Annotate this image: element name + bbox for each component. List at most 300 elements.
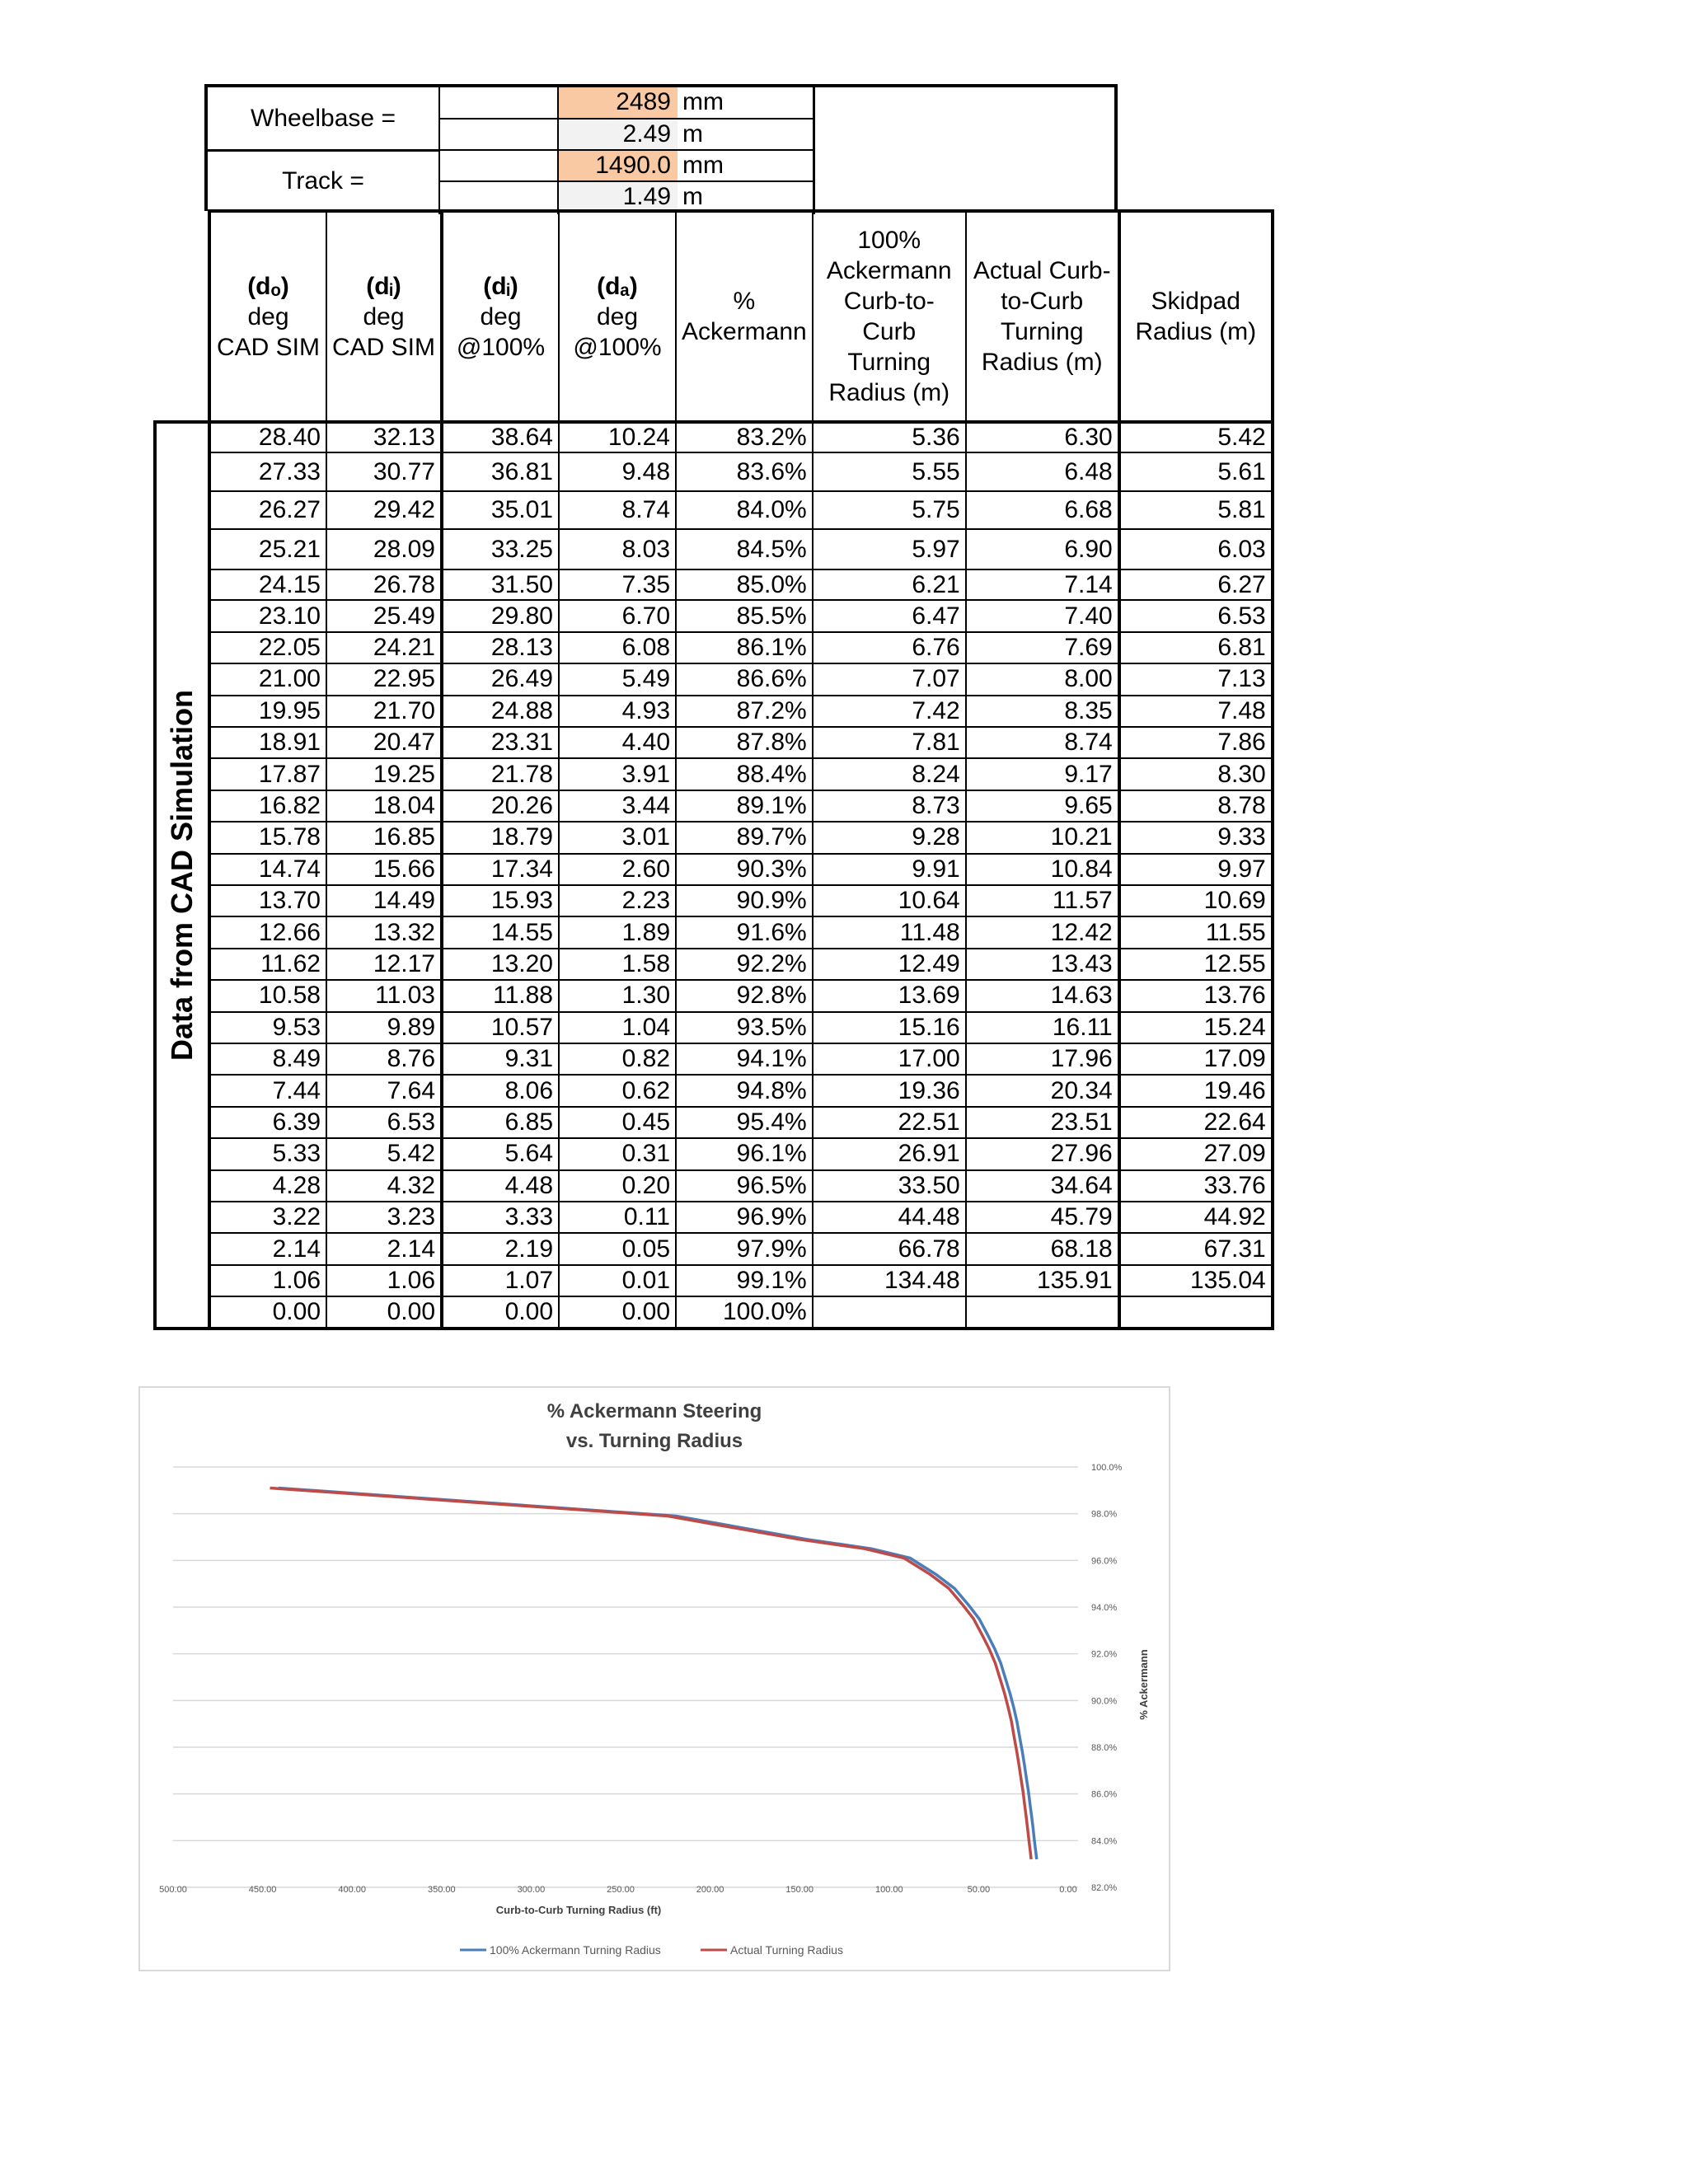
cell-ackermann-radius: 7.81 bbox=[813, 727, 966, 758]
table-row bbox=[155, 1202, 1414, 1233]
cell-ackermann-radius: 6.76 bbox=[813, 632, 966, 663]
cell-di-100: 33.25 bbox=[442, 529, 559, 569]
cell-actual-radius: 17.96 bbox=[966, 1043, 1119, 1075]
cell-skidpad-radius: 6.27 bbox=[1119, 569, 1273, 600]
cell-di-100: 0.00 bbox=[442, 1296, 559, 1329]
cell-di: 15.66 bbox=[326, 854, 442, 885]
cell-da-100: 0.05 bbox=[559, 1233, 676, 1264]
cell-di: 14.49 bbox=[326, 885, 442, 916]
col-header-do bbox=[209, 211, 326, 422]
cell-skidpad-radius: 135.04 bbox=[1119, 1265, 1273, 1296]
cell-skidpad-radius: 10.69 bbox=[1119, 885, 1273, 916]
cell-do: 25.21 bbox=[209, 529, 326, 569]
cell-da-100: 3.91 bbox=[559, 758, 676, 790]
track-label: Track = bbox=[282, 167, 364, 194]
cell-di-100: 18.79 bbox=[442, 822, 559, 853]
cell-da-100: 2.60 bbox=[559, 854, 676, 885]
cell-actual-radius: 23.51 bbox=[966, 1107, 1119, 1138]
cell-di-100: 36.81 bbox=[442, 452, 559, 491]
cell-da-100: 0.62 bbox=[559, 1075, 676, 1106]
cell-actual-radius: 20.34 bbox=[966, 1075, 1119, 1106]
cell-da-100: 4.93 bbox=[559, 696, 676, 727]
cell-ackermann-radius: 7.07 bbox=[813, 663, 966, 695]
cell-do: 2.14 bbox=[209, 1233, 326, 1264]
cell-do: 26.27 bbox=[209, 491, 326, 530]
table-row bbox=[155, 1296, 1414, 1329]
cell-actual-radius: 10.21 bbox=[966, 822, 1119, 853]
cell-di-100: 4.48 bbox=[442, 1170, 559, 1202]
cell-di-100: 28.13 bbox=[442, 632, 559, 663]
cell-do: 19.95 bbox=[209, 696, 326, 727]
cell-ackermann-radius: 13.69 bbox=[813, 980, 966, 1011]
cell-ackermann-radius: 5.36 bbox=[813, 422, 966, 452]
cell-da-100: 10.24 bbox=[559, 422, 676, 452]
cell-percent-ackermann: 96.9% bbox=[676, 1202, 813, 1233]
x-axis-label: Curb-to-Curb Turning Radius (ft) bbox=[495, 1904, 662, 1916]
cell-ackermann-radius: 26.91 bbox=[813, 1138, 966, 1169]
cell-da-100: 9.48 bbox=[559, 452, 676, 491]
table-row bbox=[155, 790, 1414, 822]
table-row bbox=[155, 1138, 1414, 1169]
steering-data-table bbox=[153, 209, 1416, 1330]
table-row bbox=[155, 491, 1414, 530]
cell-percent-ackermann: 97.9% bbox=[676, 1233, 813, 1264]
cell-do: 28.40 bbox=[209, 422, 326, 452]
cell-da-100: 0.20 bbox=[559, 1170, 676, 1202]
y-tick-label: 98.0% bbox=[1091, 1509, 1118, 1520]
legend-label-ackermann: 100% Ackermann Turning Radius bbox=[490, 1943, 661, 1957]
x-tick-label: 400.00 bbox=[338, 1885, 367, 1895]
cell-ackermann-radius: 15.16 bbox=[813, 1012, 966, 1043]
cell-di: 12.17 bbox=[326, 949, 442, 980]
cell-percent-ackermann: 88.4% bbox=[676, 758, 813, 790]
cell-di: 18.04 bbox=[326, 790, 442, 822]
cell-ackermann-radius: 6.47 bbox=[813, 600, 966, 631]
cell-actual-radius: 8.74 bbox=[966, 727, 1119, 758]
cell-di-100: 1.07 bbox=[442, 1265, 559, 1296]
cell-actual-radius bbox=[966, 1296, 1119, 1329]
y-tick-label: 90.0% bbox=[1091, 1696, 1118, 1707]
cell-percent-ackermann: 84.5% bbox=[676, 529, 813, 569]
cell-percent-ackermann: 89.1% bbox=[676, 790, 813, 822]
cell-actual-radius: 7.14 bbox=[966, 569, 1119, 600]
table-body bbox=[155, 422, 1414, 1329]
cell-skidpad-radius: 5.81 bbox=[1119, 491, 1273, 530]
cell-di-100: 29.80 bbox=[442, 600, 559, 631]
cell-do: 16.82 bbox=[209, 790, 326, 822]
cell-ackermann-radius: 19.36 bbox=[813, 1075, 966, 1106]
cell-do: 14.74 bbox=[209, 854, 326, 885]
cell-da-100: 6.08 bbox=[559, 632, 676, 663]
cell-da-100: 0.01 bbox=[559, 1265, 676, 1296]
cell-percent-ackermann: 86.6% bbox=[676, 663, 813, 695]
cell-di: 7.64 bbox=[326, 1075, 442, 1106]
cell-percent-ackermann: 92.8% bbox=[676, 980, 813, 1011]
cell-actual-radius: 7.40 bbox=[966, 600, 1119, 631]
table-row bbox=[155, 1233, 1414, 1264]
cell-do: 6.39 bbox=[209, 1107, 326, 1138]
cell-do: 5.33 bbox=[209, 1138, 326, 1169]
col-header-di-100-symbol: (dᵢ) bbox=[483, 272, 518, 300]
cell-di: 32.13 bbox=[326, 422, 442, 452]
cell-do: 13.70 bbox=[209, 885, 326, 916]
chart-subtitle: vs. Turning Radius bbox=[565, 1430, 743, 1452]
cell-ackermann-radius: 5.55 bbox=[813, 452, 966, 491]
cell-percent-ackermann: 91.6% bbox=[676, 916, 813, 948]
cell-actual-radius: 6.30 bbox=[966, 422, 1119, 452]
cell-actual-radius: 7.69 bbox=[966, 632, 1119, 663]
cell-do: 17.87 bbox=[209, 758, 326, 790]
table-row bbox=[155, 916, 1414, 948]
cell-do: 0.00 bbox=[209, 1296, 326, 1329]
col-header-di-symbol: (dᵢ) bbox=[366, 272, 401, 300]
wheelbase-m-unit: m bbox=[682, 120, 703, 148]
col-header-do-symbol: (dₒ) bbox=[247, 272, 289, 300]
cell-di-100: 26.49 bbox=[442, 663, 559, 695]
cell-di: 5.42 bbox=[326, 1138, 442, 1169]
cell-percent-ackermann: 96.5% bbox=[676, 1170, 813, 1202]
col-header-percent-symbol: % bbox=[733, 288, 756, 315]
cell-di-100: 2.19 bbox=[442, 1233, 559, 1264]
side-label-cell bbox=[155, 422, 209, 1329]
cell-da-100: 8.03 bbox=[559, 529, 676, 569]
cell-di-100: 6.85 bbox=[442, 1107, 559, 1138]
cell-ackermann-radius: 9.28 bbox=[813, 822, 966, 853]
cell-di-100: 9.31 bbox=[442, 1043, 559, 1075]
col-header-di-100-source: @100% bbox=[456, 333, 546, 361]
cell-di-100: 24.88 bbox=[442, 696, 559, 727]
cell-actual-radius: 12.42 bbox=[966, 916, 1119, 948]
parameters-header bbox=[204, 84, 1118, 211]
cell-di: 11.03 bbox=[326, 980, 442, 1011]
wheelbase-label: Wheelbase = bbox=[251, 104, 396, 132]
cell-do: 24.15 bbox=[209, 569, 326, 600]
cell-ackermann-radius: 33.50 bbox=[813, 1170, 966, 1202]
cell-percent-ackermann: 96.1% bbox=[676, 1138, 813, 1169]
cell-da-100: 6.70 bbox=[559, 600, 676, 631]
track-m-value: 1.49 bbox=[559, 182, 678, 214]
cell-actual-radius: 14.63 bbox=[966, 980, 1119, 1011]
cell-ackermann-radius: 8.73 bbox=[813, 790, 966, 822]
y-tick-label: 86.0% bbox=[1091, 1789, 1118, 1800]
cell-ackermann-radius: 8.24 bbox=[813, 758, 966, 790]
series-line-actual bbox=[270, 1488, 1032, 1860]
cell-di-100: 15.93 bbox=[442, 885, 559, 916]
col-header-da-100-symbol: (dₐ) bbox=[597, 272, 638, 300]
cell-di-100: 21.78 bbox=[442, 758, 559, 790]
cell-ackermann-radius bbox=[813, 1296, 966, 1329]
col-header-actual-radius: Actual Curb-to-Curb Turning Radius (m) bbox=[966, 211, 1119, 422]
table-row bbox=[155, 569, 1414, 600]
cell-skidpad-radius: 44.92 bbox=[1119, 1202, 1273, 1233]
table-row bbox=[155, 632, 1414, 663]
cell-actual-radius: 45.79 bbox=[966, 1202, 1119, 1233]
cell-di: 29.42 bbox=[326, 491, 442, 530]
table-row bbox=[155, 422, 1414, 452]
x-tick-label: 0.00 bbox=[1059, 1885, 1077, 1895]
cell-actual-radius: 34.64 bbox=[966, 1170, 1119, 1202]
series-line-100-ackermann bbox=[279, 1488, 1037, 1860]
cell-ackermann-radius: 134.48 bbox=[813, 1265, 966, 1296]
cell-ackermann-radius: 66.78 bbox=[813, 1233, 966, 1264]
cell-actual-radius: 27.96 bbox=[966, 1138, 1119, 1169]
cell-skidpad-radius: 6.03 bbox=[1119, 529, 1273, 569]
cell-percent-ackermann: 90.3% bbox=[676, 854, 813, 885]
cell-di: 30.77 bbox=[326, 452, 442, 491]
x-tick-label: 200.00 bbox=[696, 1885, 724, 1895]
table-row bbox=[155, 758, 1414, 790]
table-row bbox=[155, 1075, 1414, 1106]
cell-do: 9.53 bbox=[209, 1012, 326, 1043]
cell-percent-ackermann: 99.1% bbox=[676, 1265, 813, 1296]
cell-da-100: 5.49 bbox=[559, 663, 676, 695]
cell-ackermann-radius: 10.64 bbox=[813, 885, 966, 916]
x-tick-label: 50.00 bbox=[967, 1885, 991, 1895]
legend-label-actual: Actual Turning Radius bbox=[730, 1943, 843, 1957]
cell-da-100: 2.23 bbox=[559, 885, 676, 916]
cell-skidpad-radius: 9.33 bbox=[1119, 822, 1273, 853]
cell-do: 10.58 bbox=[209, 980, 326, 1011]
cell-ackermann-radius: 22.51 bbox=[813, 1107, 966, 1138]
chart-legend bbox=[460, 1943, 843, 1957]
col-header-da-100-unit: deg bbox=[596, 302, 639, 330]
cell-percent-ackermann: 94.1% bbox=[676, 1043, 813, 1075]
cell-skidpad-radius: 27.09 bbox=[1119, 1138, 1273, 1169]
cell-ackermann-radius: 12.49 bbox=[813, 949, 966, 980]
cell-da-100: 3.01 bbox=[559, 822, 676, 853]
cell-skidpad-radius: 6.81 bbox=[1119, 632, 1273, 663]
cell-percent-ackermann: 87.2% bbox=[676, 696, 813, 727]
col-header-da-100 bbox=[559, 211, 676, 422]
cell-skidpad-radius: 33.76 bbox=[1119, 1170, 1273, 1202]
table-row bbox=[155, 1170, 1414, 1202]
track-m-unit: m bbox=[682, 183, 703, 210]
cell-skidpad-radius: 12.55 bbox=[1119, 949, 1273, 980]
cell-percent-ackermann: 87.8% bbox=[676, 727, 813, 758]
cell-di-100: 14.55 bbox=[442, 916, 559, 948]
y-axis-tick-labels bbox=[1091, 1463, 1123, 1893]
cell-di: 0.00 bbox=[326, 1296, 442, 1329]
cell-skidpad-radius: 67.31 bbox=[1119, 1233, 1273, 1264]
cell-actual-radius: 16.11 bbox=[966, 1012, 1119, 1043]
y-tick-label: 84.0% bbox=[1091, 1836, 1118, 1847]
cell-di: 1.06 bbox=[326, 1265, 442, 1296]
cell-actual-radius: 9.17 bbox=[966, 758, 1119, 790]
cell-ackermann-radius: 5.97 bbox=[813, 529, 966, 569]
side-label: Data from CAD Simulation bbox=[165, 689, 199, 1062]
cell-skidpad-radius: 17.09 bbox=[1119, 1043, 1273, 1075]
chart-title: % Ackermann Steering bbox=[546, 1400, 762, 1422]
cell-di-100: 3.33 bbox=[442, 1202, 559, 1233]
wheelbase-m-value: 2.49 bbox=[559, 120, 678, 149]
col-header-percent-label: Ackermann bbox=[682, 318, 807, 345]
cell-di: 13.32 bbox=[326, 916, 442, 948]
cell-di: 26.78 bbox=[326, 569, 442, 600]
y-tick-label: 92.0% bbox=[1091, 1649, 1118, 1660]
cell-di-100: 20.26 bbox=[442, 790, 559, 822]
cell-di: 16.85 bbox=[326, 822, 442, 853]
x-tick-label: 300.00 bbox=[517, 1885, 546, 1895]
table-row bbox=[155, 1012, 1414, 1043]
cell-di: 6.53 bbox=[326, 1107, 442, 1138]
cell-di: 28.09 bbox=[326, 529, 442, 569]
x-tick-label: 350.00 bbox=[427, 1885, 456, 1895]
cell-percent-ackermann: 85.0% bbox=[676, 569, 813, 600]
cell-di-100: 13.20 bbox=[442, 949, 559, 980]
cell-actual-radius: 10.84 bbox=[966, 854, 1119, 885]
cell-di: 2.14 bbox=[326, 1233, 442, 1264]
cell-do: 3.22 bbox=[209, 1202, 326, 1233]
cell-skidpad-radius: 9.97 bbox=[1119, 854, 1273, 885]
cell-do: 1.06 bbox=[209, 1265, 326, 1296]
cell-ackermann-radius: 5.75 bbox=[813, 491, 966, 530]
cell-skidpad-radius: 5.42 bbox=[1119, 422, 1273, 452]
cell-percent-ackermann: 93.5% bbox=[676, 1012, 813, 1043]
cell-actual-radius: 11.57 bbox=[966, 885, 1119, 916]
cell-da-100: 7.35 bbox=[559, 569, 676, 600]
cell-di: 8.76 bbox=[326, 1043, 442, 1075]
cell-percent-ackermann: 86.1% bbox=[676, 632, 813, 663]
cell-da-100: 3.44 bbox=[559, 790, 676, 822]
cell-ackermann-radius: 9.91 bbox=[813, 854, 966, 885]
cell-skidpad-radius: 19.46 bbox=[1119, 1075, 1273, 1106]
table-header-row bbox=[155, 211, 1414, 422]
cell-actual-radius: 6.90 bbox=[966, 529, 1119, 569]
cell-do: 21.00 bbox=[209, 663, 326, 695]
cell-actual-radius: 9.65 bbox=[966, 790, 1119, 822]
col-header-do-source: CAD SIM bbox=[216, 333, 320, 361]
table-row bbox=[155, 885, 1414, 916]
cell-da-100: 8.74 bbox=[559, 491, 676, 530]
track-mm-value: 1490.0 bbox=[559, 151, 678, 180]
table-row bbox=[155, 663, 1414, 695]
table-row bbox=[155, 854, 1414, 885]
chart-svg bbox=[140, 1388, 1169, 1970]
table-row bbox=[155, 980, 1414, 1011]
cell-actual-radius: 13.43 bbox=[966, 949, 1119, 980]
col-header-di-100 bbox=[442, 211, 559, 422]
x-tick-label: 100.00 bbox=[874, 1885, 903, 1895]
cell-da-100: 4.40 bbox=[559, 727, 676, 758]
y-tick-label: 94.0% bbox=[1091, 1603, 1118, 1613]
col-header-di bbox=[326, 211, 442, 422]
cell-skidpad-radius: 7.13 bbox=[1119, 663, 1273, 695]
cell-do: 27.33 bbox=[209, 452, 326, 491]
cell-di-100: 35.01 bbox=[442, 491, 559, 530]
cell-di: 20.47 bbox=[326, 727, 442, 758]
chart-series-lines bbox=[270, 1488, 1037, 1860]
col-header-ackermann-radius: 100% Ackermann Curb-to-Curb Turning Radius (m) bbox=[813, 211, 966, 422]
cell-do: 15.78 bbox=[209, 822, 326, 853]
cell-percent-ackermann: 95.4% bbox=[676, 1107, 813, 1138]
cell-da-100: 0.11 bbox=[559, 1202, 676, 1233]
cell-actual-radius: 135.91 bbox=[966, 1265, 1119, 1296]
cell-skidpad-radius bbox=[1119, 1296, 1273, 1329]
x-tick-label: 150.00 bbox=[785, 1885, 814, 1895]
table-row bbox=[155, 696, 1414, 727]
track-mm-unit: mm bbox=[682, 152, 724, 179]
cell-percent-ackermann: 83.2% bbox=[676, 422, 813, 452]
cell-di: 22.95 bbox=[326, 663, 442, 695]
col-header-di-source: CAD SIM bbox=[332, 333, 436, 361]
y-tick-label: 96.0% bbox=[1091, 1556, 1118, 1567]
cell-di: 21.70 bbox=[326, 696, 442, 727]
cell-percent-ackermann: 100.0% bbox=[676, 1296, 813, 1329]
x-tick-label: 250.00 bbox=[607, 1885, 635, 1895]
cell-skidpad-radius: 5.61 bbox=[1119, 452, 1273, 491]
cell-da-100: 1.30 bbox=[559, 980, 676, 1011]
cell-actual-radius: 6.68 bbox=[966, 491, 1119, 530]
cell-skidpad-radius: 6.53 bbox=[1119, 600, 1273, 631]
cell-skidpad-radius: 8.30 bbox=[1119, 758, 1273, 790]
cell-do: 22.05 bbox=[209, 632, 326, 663]
col-header-da-100-source: @100% bbox=[573, 333, 662, 361]
cell-skidpad-radius: 13.76 bbox=[1119, 980, 1273, 1011]
x-axis-tick-labels bbox=[159, 1885, 1077, 1895]
cell-skidpad-radius: 7.86 bbox=[1119, 727, 1273, 758]
table-row bbox=[155, 1107, 1414, 1138]
cell-di-100: 5.64 bbox=[442, 1138, 559, 1169]
cell-actual-radius: 8.35 bbox=[966, 696, 1119, 727]
cell-di-100: 10.57 bbox=[442, 1012, 559, 1043]
cell-do: 8.49 bbox=[209, 1043, 326, 1075]
table-row bbox=[155, 1043, 1414, 1075]
x-tick-label: 450.00 bbox=[248, 1885, 277, 1895]
cell-ackermann-radius: 44.48 bbox=[813, 1202, 966, 1233]
cell-do: 4.28 bbox=[209, 1170, 326, 1202]
cell-ackermann-radius: 17.00 bbox=[813, 1043, 966, 1075]
cell-percent-ackermann: 92.2% bbox=[676, 949, 813, 980]
cell-actual-radius: 68.18 bbox=[966, 1233, 1119, 1264]
cell-di-100: 8.06 bbox=[442, 1075, 559, 1106]
cell-da-100: 0.00 bbox=[559, 1296, 676, 1329]
cell-percent-ackermann: 90.9% bbox=[676, 885, 813, 916]
table-row bbox=[155, 822, 1414, 853]
table-row bbox=[155, 600, 1414, 631]
cell-da-100: 1.58 bbox=[559, 949, 676, 980]
cell-percent-ackermann: 89.7% bbox=[676, 822, 813, 853]
cell-do: 18.91 bbox=[209, 727, 326, 758]
cell-di: 9.89 bbox=[326, 1012, 442, 1043]
x-tick-label: 500.00 bbox=[159, 1885, 187, 1895]
cell-ackermann-radius: 6.21 bbox=[813, 569, 966, 600]
cell-da-100: 0.45 bbox=[559, 1107, 676, 1138]
cell-di: 24.21 bbox=[326, 632, 442, 663]
ackermann-chart bbox=[138, 1386, 1170, 1971]
chart-gridlines bbox=[173, 1467, 1078, 1887]
table-row bbox=[155, 727, 1414, 758]
table-row bbox=[155, 949, 1414, 980]
y-tick-label: 100.0% bbox=[1091, 1463, 1123, 1473]
cell-skidpad-radius: 11.55 bbox=[1119, 916, 1273, 948]
col-header-di-unit: deg bbox=[363, 302, 405, 330]
cell-skidpad-radius: 15.24 bbox=[1119, 1012, 1273, 1043]
col-header-percent-ackermann bbox=[676, 211, 813, 422]
cell-actual-radius: 6.48 bbox=[966, 452, 1119, 491]
cell-di: 3.23 bbox=[326, 1202, 442, 1233]
cell-skidpad-radius: 7.48 bbox=[1119, 696, 1273, 727]
table-row bbox=[155, 529, 1414, 569]
cell-percent-ackermann: 83.6% bbox=[676, 452, 813, 491]
cell-da-100: 1.04 bbox=[559, 1012, 676, 1043]
cell-di: 4.32 bbox=[326, 1170, 442, 1202]
cell-di-100: 17.34 bbox=[442, 854, 559, 885]
wheelbase-mm-unit: mm bbox=[682, 88, 724, 115]
table-row bbox=[155, 1265, 1414, 1296]
cell-percent-ackermann: 84.0% bbox=[676, 491, 813, 530]
cell-ackermann-radius: 11.48 bbox=[813, 916, 966, 948]
cell-di-100: 38.64 bbox=[442, 422, 559, 452]
